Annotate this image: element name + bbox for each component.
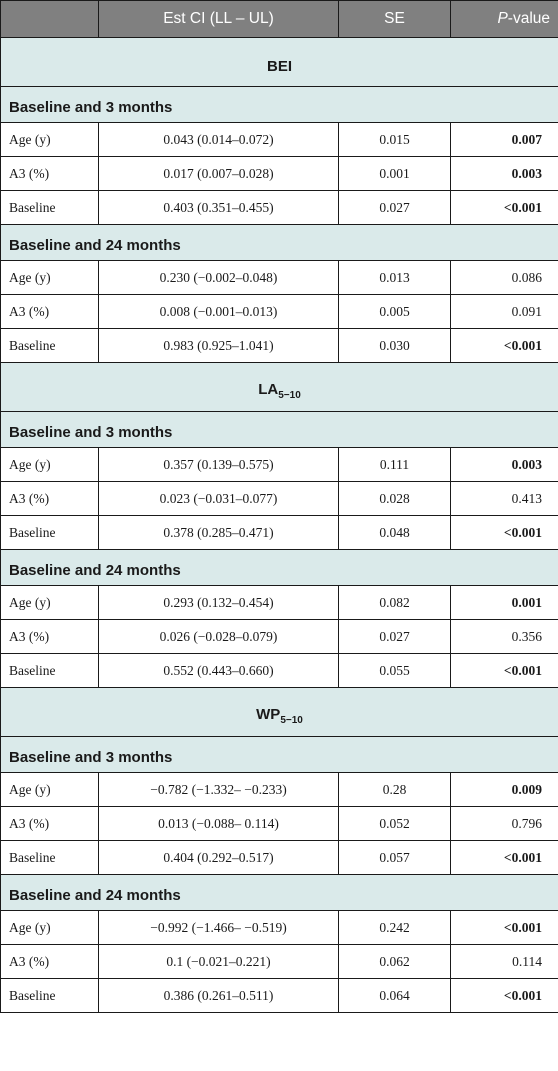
cell-p-value: 0.003: [451, 157, 558, 191]
cell-variable: A3 (%): [1, 807, 99, 841]
table-row: [1, 807, 558, 841]
cell-variable: Baseline: [1, 329, 99, 363]
cell-variable: A3 (%): [1, 620, 99, 654]
cell-variable: A3 (%): [1, 157, 99, 191]
cell-estimate-ci: 0.378 (0.285–0.471): [99, 516, 339, 550]
group-row: [1, 225, 558, 261]
cell-p-value: 0.356: [451, 620, 558, 654]
table-row: [1, 261, 558, 295]
group-row: [1, 875, 558, 911]
table-row: [1, 448, 558, 482]
table-row: [1, 295, 558, 329]
cell-se: 0.055: [339, 654, 451, 688]
cell-estimate-ci: 0.357 (0.139–0.575): [99, 448, 339, 482]
cell-p-value: 0.007: [451, 123, 558, 157]
cell-p-value: 0.003: [451, 448, 558, 482]
cell-se: 0.062: [339, 945, 451, 979]
cell-estimate-ci: 0.230 (−0.002–0.048): [99, 261, 339, 295]
cell-estimate-ci: 0.008 (−0.001–0.013): [99, 295, 339, 329]
section-title: [1, 363, 558, 412]
cell-estimate-ci: 0.404 (0.292–0.517): [99, 841, 339, 875]
cell-se: 0.048: [339, 516, 451, 550]
cell-estimate-ci: 0.043 (0.014–0.072): [99, 123, 339, 157]
cell-variable: Age (y): [1, 448, 99, 482]
cell-se: 0.013: [339, 261, 451, 295]
cell-variable: Age (y): [1, 773, 99, 807]
cell-se: 0.082: [339, 586, 451, 620]
header-p-suffix: -value: [507, 10, 550, 27]
group-row: [1, 412, 558, 448]
section-row: [1, 688, 558, 737]
header-p-italic: P: [497, 10, 508, 27]
cell-p-value: 0.114: [451, 945, 558, 979]
cell-se: 0.111: [339, 448, 451, 482]
cell-variable: Age (y): [1, 911, 99, 945]
table-header: [1, 1, 558, 38]
cell-estimate-ci: 0.017 (0.007–0.028): [99, 157, 339, 191]
group-row: [1, 550, 558, 586]
group-label: Baseline and 24 months: [1, 875, 558, 911]
section-title-main: BEI: [266, 57, 292, 75]
cell-se: 0.28: [339, 773, 451, 807]
cell-p-value: 0.796: [451, 807, 558, 841]
group-label: Baseline and 3 months: [1, 737, 558, 773]
cell-p-value: 0.001: [451, 586, 558, 620]
cell-estimate-ci: 0.552 (0.443–0.660): [99, 654, 339, 688]
cell-p-value: 0.009: [451, 773, 558, 807]
cell-estimate-ci: 0.403 (0.351–0.455): [99, 191, 339, 225]
cell-estimate-ci: 0.026 (−0.028–0.079): [99, 620, 339, 654]
cell-se: 0.005: [339, 295, 451, 329]
table-row: [1, 841, 558, 875]
section-title-main: LA: [258, 381, 279, 398]
section-row: [1, 363, 558, 412]
cell-estimate-ci: 0.1 (−0.021–0.221): [99, 945, 339, 979]
table-row: [1, 586, 558, 620]
group-label: Baseline and 24 months: [1, 225, 558, 261]
cell-variable: Baseline: [1, 654, 99, 688]
cell-se: 0.057: [339, 841, 451, 875]
section-row: [1, 38, 558, 87]
table-row: [1, 516, 558, 550]
cell-p-value: <0.001: [451, 979, 558, 1013]
header-variable: [1, 1, 99, 38]
cell-p-value: <0.001: [451, 191, 558, 225]
cell-p-value: 0.091: [451, 295, 558, 329]
table-row: [1, 979, 558, 1013]
cell-se: 0.001: [339, 157, 451, 191]
table-row: [1, 329, 558, 363]
group-row: [1, 737, 558, 773]
cell-variable: Age (y): [1, 261, 99, 295]
cell-estimate-ci: 0.013 (−0.088– 0.114): [99, 807, 339, 841]
section-title: [1, 38, 558, 87]
group-label: Baseline and 3 months: [1, 412, 558, 448]
table-row: [1, 123, 558, 157]
cell-estimate-ci: −0.992 (−1.466– −0.519): [99, 911, 339, 945]
cell-se: 0.028: [339, 482, 451, 516]
cell-estimate-ci: −0.782 (−1.332– −0.233): [99, 773, 339, 807]
cell-variable: Baseline: [1, 516, 99, 550]
cell-se: 0.064: [339, 979, 451, 1013]
cell-p-value: <0.001: [451, 841, 558, 875]
section-title-subscript: 5−10: [278, 390, 301, 401]
table-row: [1, 654, 558, 688]
cell-estimate-ci: 0.983 (0.925–1.041): [99, 329, 339, 363]
table-row: [1, 191, 558, 225]
cell-p-value: <0.001: [451, 911, 558, 945]
cell-se: 0.027: [339, 191, 451, 225]
cell-se: 0.052: [339, 807, 451, 841]
section-title: [1, 688, 558, 737]
group-label: Baseline and 24 months: [1, 550, 558, 586]
cell-se: 0.015: [339, 123, 451, 157]
cell-variable: Baseline: [1, 841, 99, 875]
cell-variable: A3 (%): [1, 295, 99, 329]
header-se: SE: [339, 1, 451, 38]
cell-p-value: 0.086: [451, 261, 558, 295]
header-row: [1, 1, 558, 38]
group-row: [1, 87, 558, 123]
cell-variable: A3 (%): [1, 945, 99, 979]
cell-p-value: <0.001: [451, 329, 558, 363]
header-p-value: [451, 1, 558, 38]
cell-variable: Age (y): [1, 123, 99, 157]
section-title-main: WP: [256, 706, 281, 723]
section-title-subscript: 5−10: [280, 715, 303, 726]
cell-variable: A3 (%): [1, 482, 99, 516]
table-body: [1, 38, 558, 1013]
cell-p-value: <0.001: [451, 654, 558, 688]
cell-variable: Baseline: [1, 191, 99, 225]
group-label: Baseline and 3 months: [1, 87, 558, 123]
cell-p-value: <0.001: [451, 516, 558, 550]
table-row: [1, 945, 558, 979]
cell-variable: Age (y): [1, 586, 99, 620]
cell-se: 0.027: [339, 620, 451, 654]
table-row: [1, 157, 558, 191]
cell-variable: Baseline: [1, 979, 99, 1013]
cell-se: 0.242: [339, 911, 451, 945]
cell-estimate-ci: 0.023 (−0.031–0.077): [99, 482, 339, 516]
table-row: [1, 773, 558, 807]
cell-p-value: 0.413: [451, 482, 558, 516]
table-row: [1, 620, 558, 654]
table-row: [1, 482, 558, 516]
header-estimate-ci: Est CI (LL – UL): [99, 1, 339, 38]
cell-se: 0.030: [339, 329, 451, 363]
cell-estimate-ci: 0.293 (0.132–0.454): [99, 586, 339, 620]
cell-estimate-ci: 0.386 (0.261–0.511): [99, 979, 339, 1013]
table-row: [1, 911, 558, 945]
